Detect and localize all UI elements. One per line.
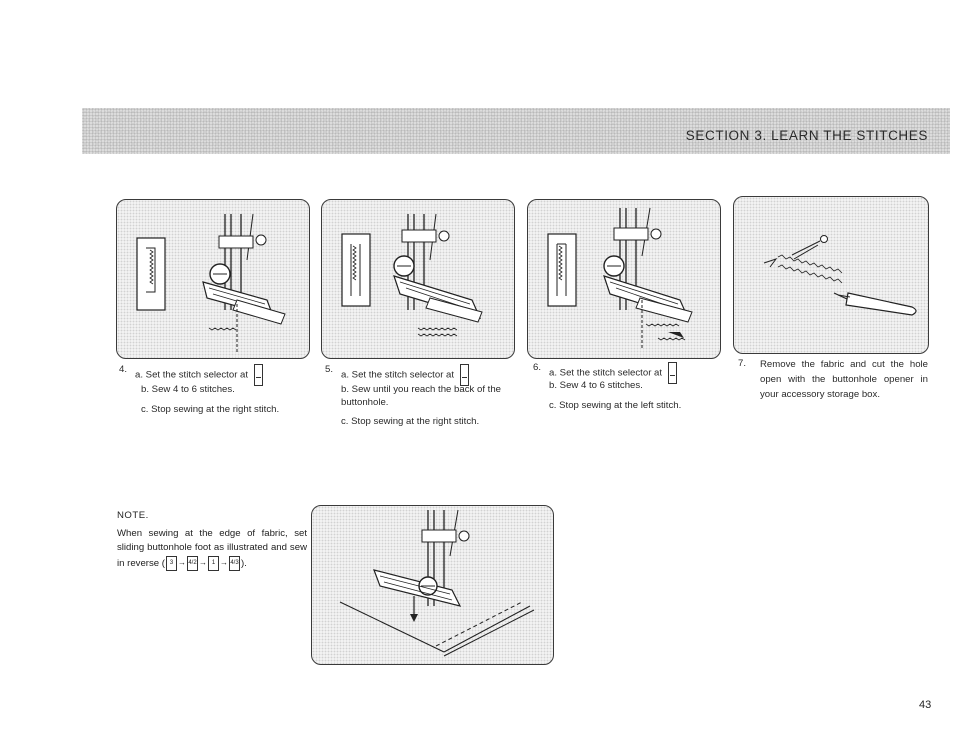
step-line: a. Set the stitch selector at <box>341 369 455 381</box>
section-title: SECTION 3. LEARN THE STITCHES <box>685 128 928 143</box>
stitch-selector-symbol-icon <box>254 364 263 386</box>
step-number: 7. <box>738 358 747 369</box>
reverse-sequence-symbol: 3 <box>166 556 177 571</box>
step-line: c. Stop sewing at the right stitch. <box>341 416 480 427</box>
step-number: 6. <box>533 362 542 373</box>
arrow-right-icon: → <box>198 558 207 568</box>
note-text <box>117 527 307 571</box>
step-5-instructions <box>325 364 520 434</box>
page-number: 43 <box>919 699 932 711</box>
step-7-instructions <box>738 358 928 418</box>
step-line: b. Sew 4 to 6 stitches. <box>549 380 643 391</box>
step-line: Remove the fabric and cut the hole open with the buttonhole opener in your accessory storage box. <box>760 359 928 400</box>
step-line: b. Sew until you reach the back of the buttonhole. <box>341 384 501 408</box>
illustration-step-7 <box>733 196 929 354</box>
step-line: c. Stop sewing at the left stitch. <box>549 400 682 411</box>
buttonhole-opener-illustration <box>734 197 928 353</box>
presser-foot-illustration <box>322 200 514 358</box>
step-line: c. Stop sewing at the right stitch. <box>141 404 280 415</box>
illustration-step-4 <box>116 199 310 359</box>
step-number: 4. <box>119 364 128 375</box>
step-line: b. Sew 4 to 6 stitches. <box>141 384 235 395</box>
step-number: 5. <box>325 364 334 375</box>
step-line: a. Set the stitch selector at <box>549 367 663 379</box>
edge-sewing-illustration <box>312 506 553 664</box>
arrow-right-icon: → <box>177 558 186 568</box>
step-6-instructions <box>533 362 723 422</box>
presser-foot-illustration <box>117 200 309 358</box>
stitch-selector-symbol-icon <box>460 364 469 386</box>
reverse-sequence-symbol: 4/3 <box>229 556 240 571</box>
section-header-band <box>82 108 950 154</box>
arrow-right-icon: → <box>219 558 228 568</box>
illustration-step-6 <box>527 199 721 359</box>
reverse-sequence-symbol: 4/2 <box>187 556 198 571</box>
step-4-instructions <box>119 364 309 424</box>
note-title: NOTE. <box>117 510 149 521</box>
step-line: a. Set the stitch selector at <box>135 369 249 381</box>
note-close: ). <box>240 557 247 569</box>
reverse-sequence-symbol: 1 <box>208 556 219 571</box>
illustration-note-edge <box>311 505 554 665</box>
note-body: When sewing at the edge of fabric, set sliding buttonhole foot as illustrated and sew in reverse ( <box>117 528 307 569</box>
presser-foot-illustration <box>528 200 720 358</box>
stitch-selector-symbol-icon <box>668 362 677 384</box>
illustration-step-5 <box>321 199 515 359</box>
